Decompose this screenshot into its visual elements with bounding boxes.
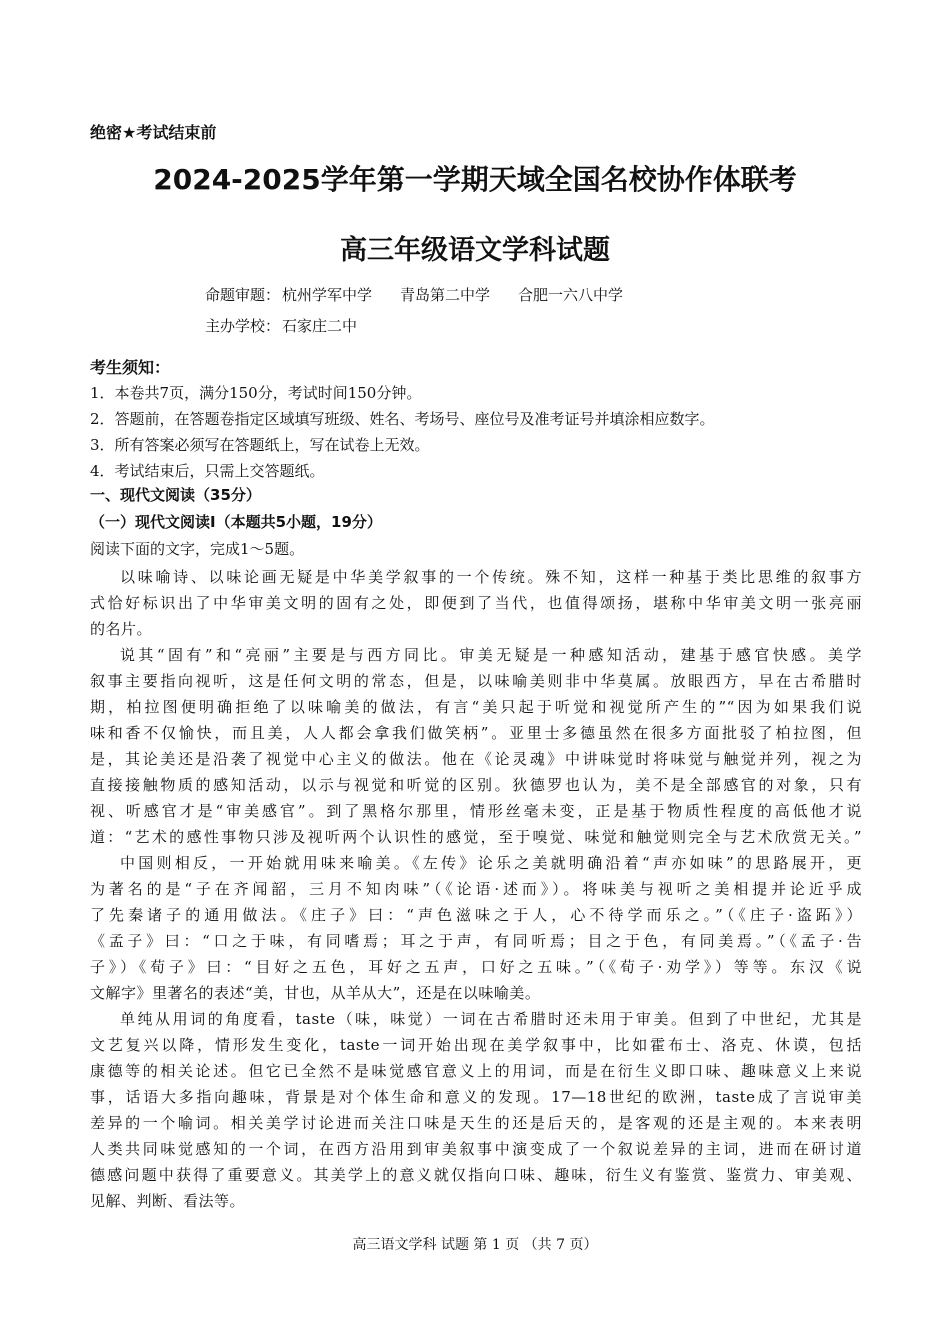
passage-line: 味和香不仅愉快，而且美，人人都会拿我们做笑柄”。亚里士多德虽然在很多方面批驳了柏拉图，但: [90, 724, 862, 742]
passage-line: 道：“艺术的感性事物只涉及视听两个认识性的感觉，至于嗅觉、味觉和触觉则完全与艺术欣赏无关。”: [90, 828, 862, 846]
notice-title: 考生须知：: [90, 358, 171, 377]
passage-line: 为著名的是“子在齐闻韶，三月不知肉味”（《论语·述而》）。将味美与视听之美相提并论近乎成: [90, 880, 862, 898]
passage-line: 叙事主要指向视听，这是任何文明的常态，但是，以味喻美则非中华莫属。放眼西方，早在古希腊时: [90, 672, 862, 690]
passage-line: 事，话语大多指向趣味，背景是对个体生命和意义的发现。17—18世纪的欧洲，taste成了言说审美: [90, 1088, 862, 1106]
host-school: 石家庄二中: [282, 317, 358, 335]
exam-title: 2024-2025学年第一学期天域全国名校协作体联考: [153, 163, 797, 196]
confidential-label: 绝密★考试结束前: [90, 123, 217, 142]
passage-line: 单纯从用词的角度看，taste（味，味觉）一词在古希腊时还未用于审美。但到了中世纪，尤其是: [120, 1010, 862, 1028]
passage-line: 子》）《荀子》曰：“目好之五色，耳好之五声，口好之五味。”（《荀子·劝学》）等等。东汉《说: [90, 958, 862, 976]
passage-line: 文艺复兴以降，情形发生变化，taste一词开始出现在美学叙事中，比如霍布士、洛克、休谟，包括: [90, 1036, 862, 1054]
passage-line: 式恰好标识出了中华审美文明的固有之处，即便到了当代，也值得颂扬，堪称中华审美文明一张亮丽: [90, 594, 862, 612]
passage-line: 康德等的相关论述。但它已全然不是味觉感官意义上的用词，而是在衍生义即口味、趣味意义上来说: [90, 1062, 862, 1080]
passage-line: 的名片。: [90, 620, 153, 638]
passage-line: 中国则相反，一开始就用味来喻美。《左传》论乐之美就明确沿着“声亦如味”的思路展开，更: [120, 854, 862, 872]
section-heading: 一、现代文阅读（35分）: [90, 486, 261, 504]
author-school: 合肥一六八中学: [518, 286, 624, 304]
passage-line: 人类共同味觉感知的一个词，在西方沿用到审美叙事中演变成了一个叙说差异的主词，进而在研讨道: [90, 1140, 862, 1158]
exam-subtitle: 高三年级语文学科试题: [340, 235, 610, 266]
passage-line: 直接接触物质的感知活动，以示与视觉和听觉的区别。狄德罗也认为，美不是全部感官的对象，只有: [90, 776, 862, 794]
notice-item: 4．考试结束后，只需上交答题纸。: [90, 462, 325, 480]
passage-line: 德感问题中获得了重要意义。其美学上的意义就仅指向口味、趣味，衍生义有鉴赏、鉴赏力、审美观、: [90, 1166, 862, 1184]
passage-line: 差异的一个喻词。相关美学讨论进而关注口味是天生的还是后天的，是客观的还是主观的。本来表明: [90, 1114, 862, 1132]
reading-instruction: 阅读下面的文字，完成1～5题。: [90, 540, 305, 558]
passage-line: 见解、判断、看法等。: [90, 1192, 246, 1210]
passage-line: 是，其论美还是沿袭了视觉中心主义的做法。他在《论灵魂》中讲味觉时将味觉与触觉并列，视之为: [90, 750, 862, 768]
notice-item: 1．本卷共7页，满分150分，考试时间150分钟。: [90, 384, 422, 402]
passage-line: 《孟子》曰：“口之于味，有同嗜焉；耳之于声，有同听焉；目之于色，有同美焉。”（《孟子·告: [90, 932, 862, 950]
notice-item: 2．答题前，在答题卷指定区域填写班级、姓名、考场号、座位号及准考证号并填涂相应数字。: [90, 410, 715, 428]
authors-label: 命题审题：: [205, 286, 281, 304]
host-label: 主办学校：: [205, 317, 281, 335]
passage-line: 视、听感官才是“审美感官”。到了黑格尔那里，情形丝毫未变，正是基于物质性程度的高低他才说: [90, 802, 862, 820]
notice-item: 3．所有答案必须写在答题纸上，写在试卷上无效。: [90, 436, 430, 454]
passage-line: 期，柏拉图便明确拒绝了以味喻美的做法，有言“美只起于听觉和视觉所产生的”“因为如果我们说: [90, 698, 862, 716]
passage-line: 了先秦诸子的通用做法。《庄子》曰：“声色滋味之于人，心不待学而乐之。”（《庄子·盗跖》）: [90, 906, 862, 924]
author-school: 青岛第二中学: [400, 286, 491, 304]
reading-passage: [90, 564, 862, 1214]
authors-line: [205, 284, 623, 305]
passage-line: 文解字》里著名的表述“美，甘也，从羊从大”，还是在以味喻美。: [90, 984, 541, 1002]
passage-line: 以味喻诗、以味论画无疑是中华美学叙事的一个传统。殊不知，这样一种基于类比思维的叙事方: [120, 568, 862, 586]
notice-list: [90, 380, 715, 484]
page-footer: 高三语文学科 试题 第 1 页 （共 7 页）: [352, 1237, 598, 1253]
author-school: 杭州学军中学: [282, 286, 373, 304]
host-line: [205, 315, 357, 336]
passage-line: 说其“固有”和“亮丽”主要是与西方同比。审美无疑是一种感知活动，建基于感官快感。美学: [120, 646, 862, 664]
subsection-heading: （一）现代文阅读Ⅰ（本题共5小题，19分）: [90, 513, 382, 531]
